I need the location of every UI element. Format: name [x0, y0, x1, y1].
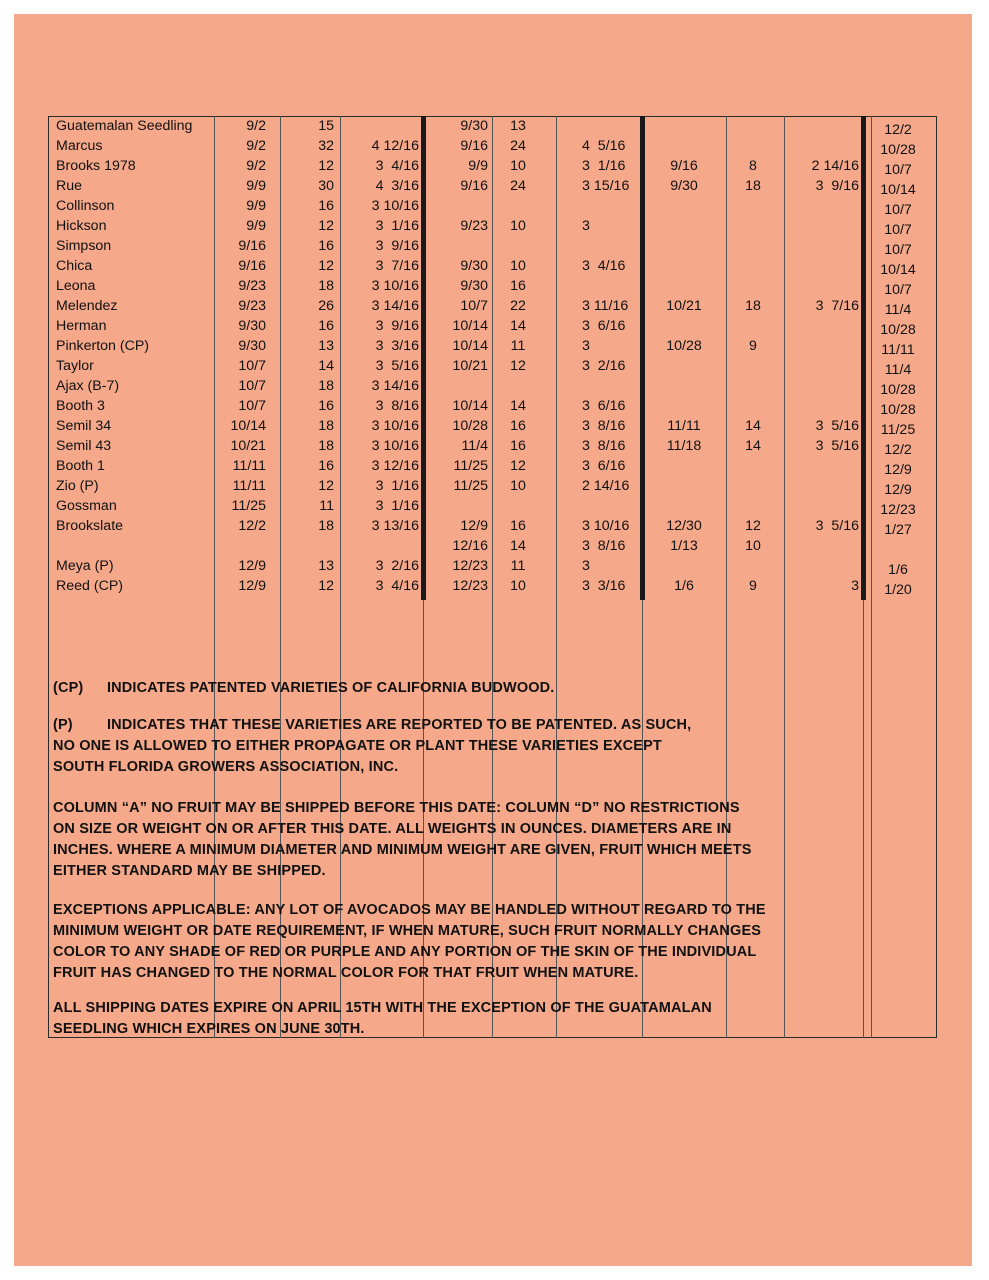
col-c-weight: 18 [745, 298, 761, 314]
col-a-diameter: 3 2/16 [375, 558, 419, 574]
col-a-weight: 12 [318, 258, 334, 274]
col-c-weight: 8 [749, 158, 757, 174]
note-exceptions [53, 900, 933, 984]
col-b-diameter: 3 8/16 [582, 438, 626, 454]
col-b-date: 11/25 [453, 458, 488, 474]
col-b-diameter: 3 3/16 [582, 578, 626, 594]
col-a-diameter: 3 4/16 [375, 158, 419, 174]
col-a-date: 9/9 [246, 198, 266, 214]
col-a-date: 9/23 [238, 278, 266, 294]
col-a-date: 12/2 [238, 518, 266, 534]
col-a-weight: 12 [318, 158, 334, 174]
col-a-weight: 16 [318, 238, 334, 254]
variety-name: Pinkerton (CP) [56, 338, 150, 354]
col-c-date: 9/16 [670, 158, 698, 174]
col-a-weight: 16 [318, 398, 334, 414]
col-b-diameter: 3 2/16 [582, 358, 626, 374]
col-b-diameter: 3 15/16 [582, 178, 630, 194]
column-divider-thick [421, 116, 426, 600]
note-p-label: (P) [53, 717, 73, 733]
col-b-date: 9/16 [460, 178, 488, 194]
col-a-weight: 18 [318, 518, 334, 534]
col-a-date: 12/9 [238, 558, 266, 574]
col-c-date: 1/6 [674, 578, 694, 594]
col-a-diameter: 3 1/16 [375, 478, 419, 494]
variety-name: Marcus [56, 138, 103, 154]
col-a-weight: 15 [318, 118, 334, 134]
col-b-weight: 13 [510, 118, 526, 134]
col-a-diameter: 3 7/16 [375, 258, 419, 274]
variety-name: Hickson [56, 218, 107, 234]
col-a-diameter: 3 10/16 [371, 198, 419, 214]
col-a-date: 11/11 [232, 458, 266, 474]
col-a-diameter: 3 9/16 [375, 238, 419, 254]
col-a-weight: 16 [318, 198, 334, 214]
col-d-date: 10/28 [880, 382, 916, 398]
variety-name: Melendez [56, 298, 118, 314]
col-c-diameter: 3 [851, 578, 859, 594]
col-a-date: 9/9 [246, 178, 266, 194]
col-d-date: 10/7 [884, 282, 912, 298]
col-b-weight: 16 [510, 438, 526, 454]
col-b-weight: 10 [510, 258, 526, 274]
col-b-weight: 24 [510, 138, 526, 154]
col-a-diameter: 3 1/16 [375, 218, 419, 234]
col-d-date: 10/7 [884, 222, 912, 238]
col-c-weight: 18 [745, 178, 761, 194]
col-a-diameter: 4 3/16 [375, 178, 419, 194]
col-a-date: 9/30 [238, 338, 266, 354]
col-a-diameter: 3 1/16 [375, 498, 419, 514]
col-a-weight: 13 [318, 558, 334, 574]
col-a-diameter: 3 10/16 [371, 438, 419, 454]
variety-name: Rue [56, 178, 83, 194]
note-expiration-line: ALL SHIPPING DATES EXPIRE ON APRIL 15TH WITH THE EXCEPTION OF THE GUATAMALAN [53, 1000, 712, 1016]
col-a-date: 9/16 [238, 238, 266, 254]
col-b-date: 11/25 [453, 478, 488, 494]
col-b-weight: 24 [510, 178, 526, 194]
col-a-weight: 18 [318, 418, 334, 434]
col-b-weight: 10 [510, 158, 526, 174]
col-d-date: 12/2 [884, 122, 912, 138]
col-b-weight: 10 [510, 218, 526, 234]
col-a-diameter: 3 12/16 [371, 458, 419, 474]
col-a-weight: 18 [318, 378, 334, 394]
col-b-diameter: 2 14/16 [582, 478, 630, 494]
col-a-weight: 16 [318, 458, 334, 474]
col-b-date: 10/28 [452, 418, 488, 434]
col-a-date: 9/9 [246, 218, 266, 234]
col-d-date: 12/2 [884, 442, 912, 458]
variety-name: Zio (P) [56, 478, 99, 494]
variety-name: Collinson [56, 198, 115, 214]
variety-name: Booth 3 [56, 398, 105, 414]
col-a-diameter: 3 4/16 [375, 578, 419, 594]
col-a-date: 9/16 [238, 258, 266, 274]
col-a-date: 9/2 [246, 158, 266, 174]
variety-name: Simpson [56, 238, 112, 254]
col-b-date: 12/16 [452, 538, 488, 554]
col-a-weight: 14 [318, 358, 334, 374]
col-c-date: 11/18 [666, 438, 702, 454]
col-a-date: 9/2 [246, 138, 266, 154]
col-b-weight: 16 [510, 418, 526, 434]
col-a-date: 9/2 [246, 118, 266, 134]
col-b-date: 10/14 [452, 318, 488, 334]
col-d-date: 10/14 [880, 182, 916, 198]
col-a-weight: 11 [319, 498, 334, 514]
note-cp-text: INDICATES PATENTED VARIETIES OF CALIFORNIA BUDWOOD. [107, 680, 555, 696]
col-c-diameter: 3 5/16 [815, 518, 859, 534]
variety-name: Brookslate [56, 518, 124, 534]
note-columns [53, 798, 933, 882]
col-a-date: 11/25 [231, 498, 266, 514]
variety-name: Chica [56, 258, 93, 274]
col-a-date: 11/11 [232, 478, 266, 494]
col-b-diameter: 3 8/16 [582, 538, 626, 554]
col-d-date: 12/23 [880, 502, 916, 518]
col-a-weight: 30 [318, 178, 334, 194]
col-c-date: 11/11 [667, 418, 701, 434]
note-p-line: SOUTH FLORIDA GROWERS ASSOCIATION, INC. [53, 759, 399, 775]
note-expiration-line: SEEDLING WHICH EXPIRES ON JUNE 30TH. [53, 1021, 365, 1037]
col-d-date: 1/20 [884, 582, 912, 598]
col-c-date: 1/13 [670, 538, 698, 554]
col-c-diameter: 3 5/16 [815, 418, 859, 434]
col-b-diameter: 3 8/16 [582, 418, 626, 434]
col-a-weight: 16 [318, 318, 334, 334]
note-columns-line: INCHES. WHERE A MINIMUM DIAMETER AND MINIMUM WEIGHT ARE GIVEN, FRUIT WHICH MEETS [53, 842, 752, 858]
col-d-date: 1/6 [888, 562, 908, 578]
variety-name: Leona [56, 278, 96, 294]
note-columns-line: COLUMN “A” NO FRUIT MAY BE SHIPPED BEFORE THIS DATE: COLUMN “D” NO RESTRICTIONS [53, 800, 740, 816]
col-b-diameter: 3 11/16 [582, 298, 629, 314]
col-d-date: 11/25 [880, 422, 916, 438]
col-d-date: 10/14 [880, 262, 916, 278]
col-a-weight: 26 [318, 298, 334, 314]
col-d-date: 11/4 [884, 302, 912, 318]
col-b-date: 9/23 [460, 218, 488, 234]
variety-name: Semil 43 [56, 438, 112, 454]
col-b-date: 9/30 [460, 278, 488, 294]
variety-name: Ajax (B-7) [56, 378, 120, 394]
col-b-diameter: 4 5/16 [582, 138, 626, 154]
note-p [53, 715, 933, 778]
col-b-diameter: 3 6/16 [582, 398, 626, 414]
note-exceptions-line: FRUIT HAS CHANGED TO THE NORMAL COLOR FOR THAT FRUIT WHEN MATURE. [53, 965, 639, 981]
col-b-date: 10/7 [460, 298, 488, 314]
col-a-weight: 12 [318, 218, 334, 234]
note-exceptions-line: MINIMUM WEIGHT OR DATE REQUIREMENT, IF WHEN MATURE, SUCH FRUIT NORMALLY CHANGES [53, 923, 762, 939]
col-c-weight: 9 [749, 338, 757, 354]
note-exceptions-line: EXCEPTIONS APPLICABLE: ANY LOT OF AVOCADOS MAY BE HANDLED WITHOUT REGARD TO THE [53, 902, 766, 918]
column-divider-thick [861, 116, 866, 600]
col-b-date: 12/9 [460, 518, 488, 534]
note-exceptions-line: COLOR TO ANY SHADE OF RED OR PURPLE AND ANY PORTION OF THE SKIN OF THE INDIVIDUAL [53, 944, 757, 960]
col-a-diameter: 4 12/16 [371, 138, 419, 154]
col-c-date: 10/21 [666, 298, 702, 314]
col-c-date: 10/28 [666, 338, 702, 354]
col-d-date: 10/28 [880, 322, 916, 338]
col-a-weight: 18 [318, 438, 334, 454]
col-b-date: 10/14 [452, 398, 488, 414]
col-b-date: 12/23 [452, 578, 488, 594]
variety-name: Semil 34 [56, 418, 112, 434]
col-d-date: 12/9 [884, 482, 912, 498]
variety-name: Taylor [56, 358, 94, 374]
col-d-date: 10/7 [884, 242, 912, 258]
col-a-weight: 32 [318, 138, 334, 154]
variety-name: Gossman [56, 498, 117, 514]
col-a-date: 9/23 [238, 298, 266, 314]
col-a-date: 10/14 [230, 418, 266, 434]
col-b-date: 10/21 [452, 358, 488, 374]
col-b-date: 12/23 [452, 558, 488, 574]
variety-name: Booth 1 [56, 458, 105, 474]
col-a-diameter: 3 10/16 [371, 418, 419, 434]
col-c-weight: 14 [745, 438, 761, 454]
col-a-date: 10/7 [238, 358, 266, 374]
col-a-date: 10/21 [230, 438, 266, 454]
col-d-date: 11/4 [884, 362, 912, 378]
col-b-date: 9/16 [460, 138, 488, 154]
col-d-date: 1/27 [884, 522, 912, 538]
col-b-weight: 10 [510, 578, 526, 594]
note-p-line: INDICATES THAT THESE VARIETIES ARE REPORTED TO BE PATENTED. AS SUCH, [107, 717, 692, 733]
note-expiration [53, 998, 933, 1040]
col-b-weight: 12 [510, 458, 526, 474]
col-b-weight: 14 [510, 398, 526, 414]
col-a-weight: 12 [318, 478, 334, 494]
note-p-line: NO ONE IS ALLOWED TO EITHER PROPAGATE OR PLANT THESE VARIETIES EXCEPT [53, 738, 662, 754]
col-c-weight: 9 [749, 578, 757, 594]
col-c-weight: 14 [745, 418, 761, 434]
col-b-diameter: 3 6/16 [582, 318, 626, 334]
col-b-diameter: 3 10/16 [582, 518, 630, 534]
note-cp-label: (CP) [53, 680, 84, 696]
col-a-diameter: 3 9/16 [375, 318, 419, 334]
col-c-diameter: 2 14/16 [811, 158, 859, 174]
col-a-date: 9/30 [238, 318, 266, 334]
col-b-weight: 11 [510, 558, 526, 574]
col-c-diameter: 3 9/16 [815, 178, 859, 194]
col-a-diameter: 3 10/16 [371, 278, 419, 294]
col-a-weight: 12 [318, 578, 334, 594]
variety-name: Meya (P) [56, 558, 114, 574]
col-a-date: 10/7 [238, 398, 266, 414]
col-c-weight: 12 [745, 518, 761, 534]
col-b-diameter: 3 [582, 218, 590, 234]
col-b-date: 9/9 [468, 158, 488, 174]
col-b-date: 11/4 [461, 438, 488, 454]
col-c-date: 12/30 [666, 518, 702, 534]
col-b-weight: 16 [510, 518, 526, 534]
col-a-diameter: 3 13/16 [371, 518, 419, 534]
col-d-date: 12/9 [884, 462, 912, 478]
col-d-date: 10/28 [880, 142, 916, 158]
note-columns-line: EITHER STANDARD MAY BE SHIPPED. [53, 863, 326, 879]
col-b-weight: 14 [510, 538, 526, 554]
col-c-weight: 10 [745, 538, 761, 554]
col-b-diameter: 3 [582, 558, 590, 574]
col-a-weight: 13 [318, 338, 334, 354]
variety-name: Brooks 1978 [56, 158, 136, 174]
col-b-weight: 22 [510, 298, 526, 314]
col-d-date: 10/28 [880, 402, 916, 418]
variety-name: Herman [56, 318, 107, 334]
note-cp [53, 678, 933, 699]
col-b-weight: 12 [510, 358, 526, 374]
col-a-diameter: 3 14/16 [371, 378, 419, 394]
col-b-diameter: 3 1/16 [582, 158, 626, 174]
col-b-diameter: 3 [582, 338, 590, 354]
col-a-date: 12/9 [238, 578, 266, 594]
col-c-date: 9/30 [670, 178, 698, 194]
col-c-diameter: 3 5/16 [815, 438, 859, 454]
col-b-diameter: 3 6/16 [582, 458, 626, 474]
col-a-diameter: 3 5/16 [375, 358, 419, 374]
col-a-diameter: 3 8/16 [375, 398, 419, 414]
col-c-diameter: 3 7/16 [815, 298, 859, 314]
col-b-weight: 11 [510, 338, 526, 354]
col-b-date: 10/14 [452, 338, 488, 354]
variety-name: Guatemalan Seedling [56, 118, 193, 134]
col-a-diameter: 3 3/16 [375, 338, 419, 354]
col-b-date: 9/30 [460, 258, 488, 274]
col-b-weight: 14 [510, 318, 526, 334]
col-a-weight: 18 [318, 278, 334, 294]
col-d-date: 10/7 [884, 162, 912, 178]
col-b-weight: 10 [510, 478, 526, 494]
col-a-date: 10/7 [238, 378, 266, 394]
col-a-diameter: 3 14/16 [371, 298, 419, 314]
col-d-date: 11/11 [881, 342, 915, 358]
note-columns-line: ON SIZE OR WEIGHT ON OR AFTER THIS DATE. ALL WEIGHTS IN OUNCES. DIAMETERS ARE IN [53, 821, 732, 837]
col-b-diameter: 3 4/16 [582, 258, 626, 274]
variety-name: Reed (CP) [56, 578, 124, 594]
col-b-weight: 16 [510, 278, 526, 294]
col-b-date: 9/30 [460, 118, 488, 134]
col-d-date: 10/7 [884, 202, 912, 218]
